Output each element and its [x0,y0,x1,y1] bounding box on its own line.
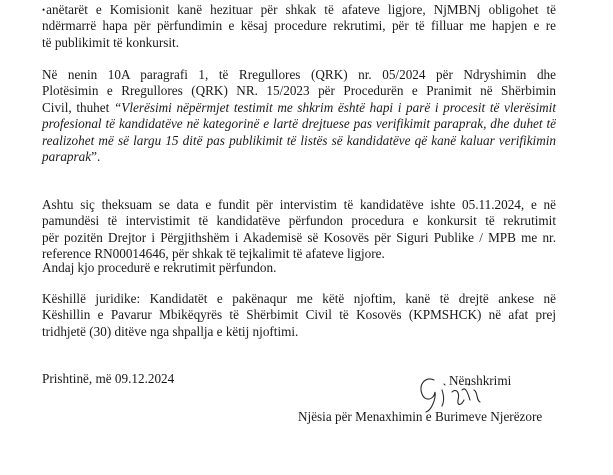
signature-unit: Njësia për Menaxhimin e Burimeve Njerëzore [298,409,543,424]
place-and-date: Prishtinë, më 09.12.2024 [42,371,175,386]
text-line: tridhjetë (30) ditëve nga shpallja e këtij njoftimi. [42,323,299,339]
text-line: Andaj kjo procedurë e rekrutimit përfundon. [42,260,277,275]
signature-label: Nënshkrimi [449,373,512,388]
quoted-text: paraprak [42,149,92,165]
text-line: Në nenin 10A paragrafi 1, të Rregullores (QRK) nr. 05/2024 për Ndryshimin dhe [42,67,556,82]
paragraph-procedure-ends [42,260,556,276]
text-line [42,2,556,18]
text-line [42,149,556,165]
text-line: Këshillin e Pavarur Mbikëqyrës të Shërbimit Civil të Kosovës (KPMSHCK) në afat prej [42,307,556,323]
text-segment: anëtarët e Komisionit kanë hezituar për shkak të afateve ligjore, NjMBNj obligohet të [46,2,556,17]
text-segment: Civil, thuhet [42,99,114,115]
text-segment: ”. [91,149,101,165]
text-line [42,100,556,116]
quoted-text-line: profesional të kandidatëve në kategorinë e lartë drejtuese pas verifikimit paraprak, dhe duhet të [42,116,556,132]
text-line: Ashtu siç theksuam se data e fundit për intervistim të kandidatëve ishte 05.11.2024, e në [42,197,556,212]
paragraph-regulation-citation [42,67,556,165]
text-line: Këshillë juridike: Kandidatët e pakënaqur me këtë njoftim, kanë të drejtë ankese në [42,291,556,306]
text-line: Plotësimin e Rregullores (QRK) NR. 15/2023 për Procedurën e Pranimit në Shërbimin [42,83,556,99]
text-line: reference RN00014646, për shkak të tejkalimit të afateve ligjore. [42,246,385,262]
paragraph-legal-advice [42,291,556,340]
paragraph-procedure-conclusion [42,197,556,263]
text-line: pamundësi të intervistimit të kandidatëve përfundon procedura e konkursit të rekrutimit [42,213,556,229]
bullet-mark: • [42,5,46,15]
paragraph-deadline-context [42,2,556,51]
quoted-text-line: realizohet më së largu 15 ditë pas publikimit të listës së kandidatëve që kanë kaluar verifikimin [42,132,556,148]
text-line: ndërmarrë hapa për përfundimin e kësaj procedure rekrutimi, për të filluar me hapjen e re [42,18,556,34]
text-line: të publikimit të konkursit. [42,34,179,50]
text-line: për pozitën Drejtor i Përgjithshëm i Akademisë së Kosovës për Siguri Publike / MPB me nr. [42,229,556,245]
quoted-text: “Vlerësimi nëpërmjet testimit me shkrim është hapi i parë i procesit të vlerësimit [113,99,556,115]
